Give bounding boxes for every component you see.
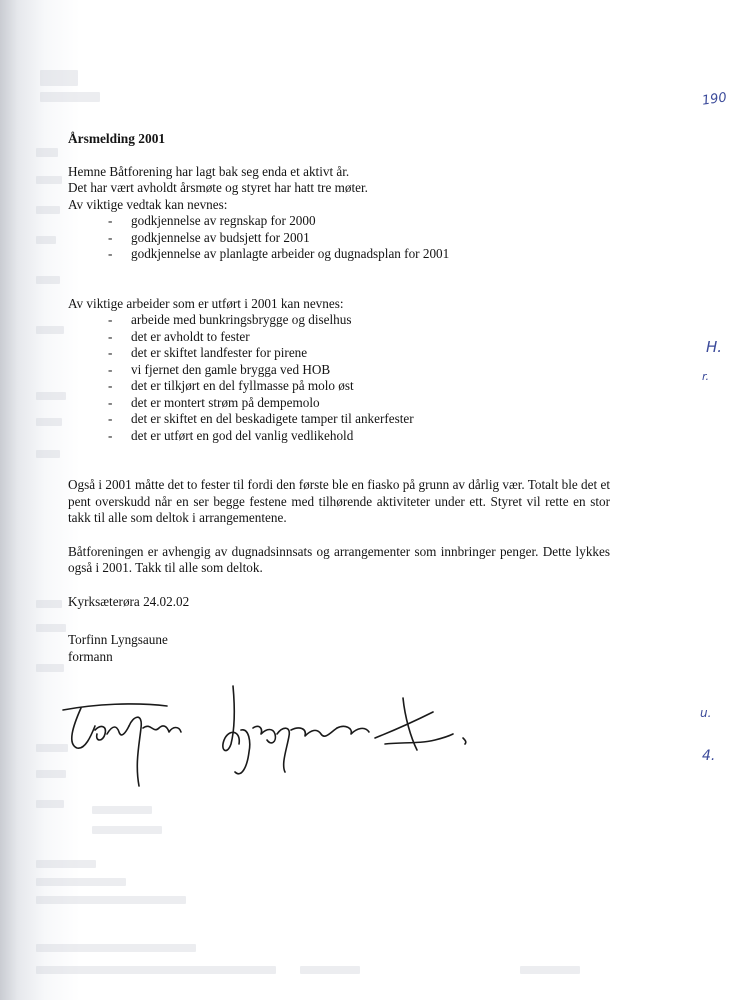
margin-note: 190	[701, 90, 728, 109]
margin-note: H.	[706, 338, 723, 356]
works-intro: Av viktige arbeider som er utført i 2001 kan nevnes:	[68, 295, 344, 311]
handwritten-signature	[55, 668, 485, 788]
intro-line: Det har vært avholdt årsmøte og styret har hatt tre møter.	[68, 180, 368, 195]
list-item: - det er skiftet en del beskadigete tamper til ankerfester	[108, 411, 628, 428]
margin-note: u.	[700, 706, 712, 720]
list-item: - godkjennelse av budsjett for 2001	[108, 230, 628, 247]
place-date: Kyrksæterøra 24.02.02	[68, 593, 190, 609]
signer-name: Torfinn Lyngsaune	[68, 632, 168, 647]
list-item: - arbeide med bunkringsbrygge og diselhus	[108, 312, 628, 329]
intro-line: Av viktige vedtak kan nevnes:	[68, 196, 228, 212]
intro-line: Hemne Båtforening har lagt bak seg enda et aktivt år.	[68, 163, 350, 179]
paragraph-parties: Også i 2001 måtte det to fester til fordi den første ble en fiasko på grunn av dårlig vær. Totalt ble det et pent overskudd når en ser begge festene med tilhørende aktiviteter under ett. Styret vil rette en stor takk til alle som deltok i arrangementene.	[68, 477, 610, 525]
list-item: - godkjennelse av planlagte arbeider og dugnadsplan for 2001	[108, 246, 628, 263]
letter-body	[68, 131, 628, 665]
margin-note: 4.	[702, 748, 716, 764]
list-item: - det er skiftet landfester for pirene	[108, 345, 628, 362]
list-item: - det er utført en god del vanlig vedlikehold	[108, 428, 628, 445]
margin-note: r.	[702, 370, 710, 383]
page-title: Årsmelding 2001	[68, 131, 166, 146]
list-item: - det er tilkjørt en del fyllmasse på molo øst	[108, 378, 628, 395]
works-list	[68, 312, 628, 444]
signer-role: formann	[68, 648, 113, 664]
list-item: - vi fjernet den gamle brygga ved HOB	[108, 362, 628, 379]
list-item: - det er montert strøm på dempemolo	[108, 395, 628, 412]
list-item: - det er avholdt to fester	[108, 329, 628, 346]
paragraph-dependency: Båtforeningen er avhengig av dugnadsinnsats og arrangementer som innbringer penger. Dette lykkes også i 2001. Takk til alle som deltok.	[68, 543, 610, 575]
list-item: - godkjennelse av regnskap for 2000	[108, 213, 628, 230]
decisions-list	[68, 213, 628, 263]
